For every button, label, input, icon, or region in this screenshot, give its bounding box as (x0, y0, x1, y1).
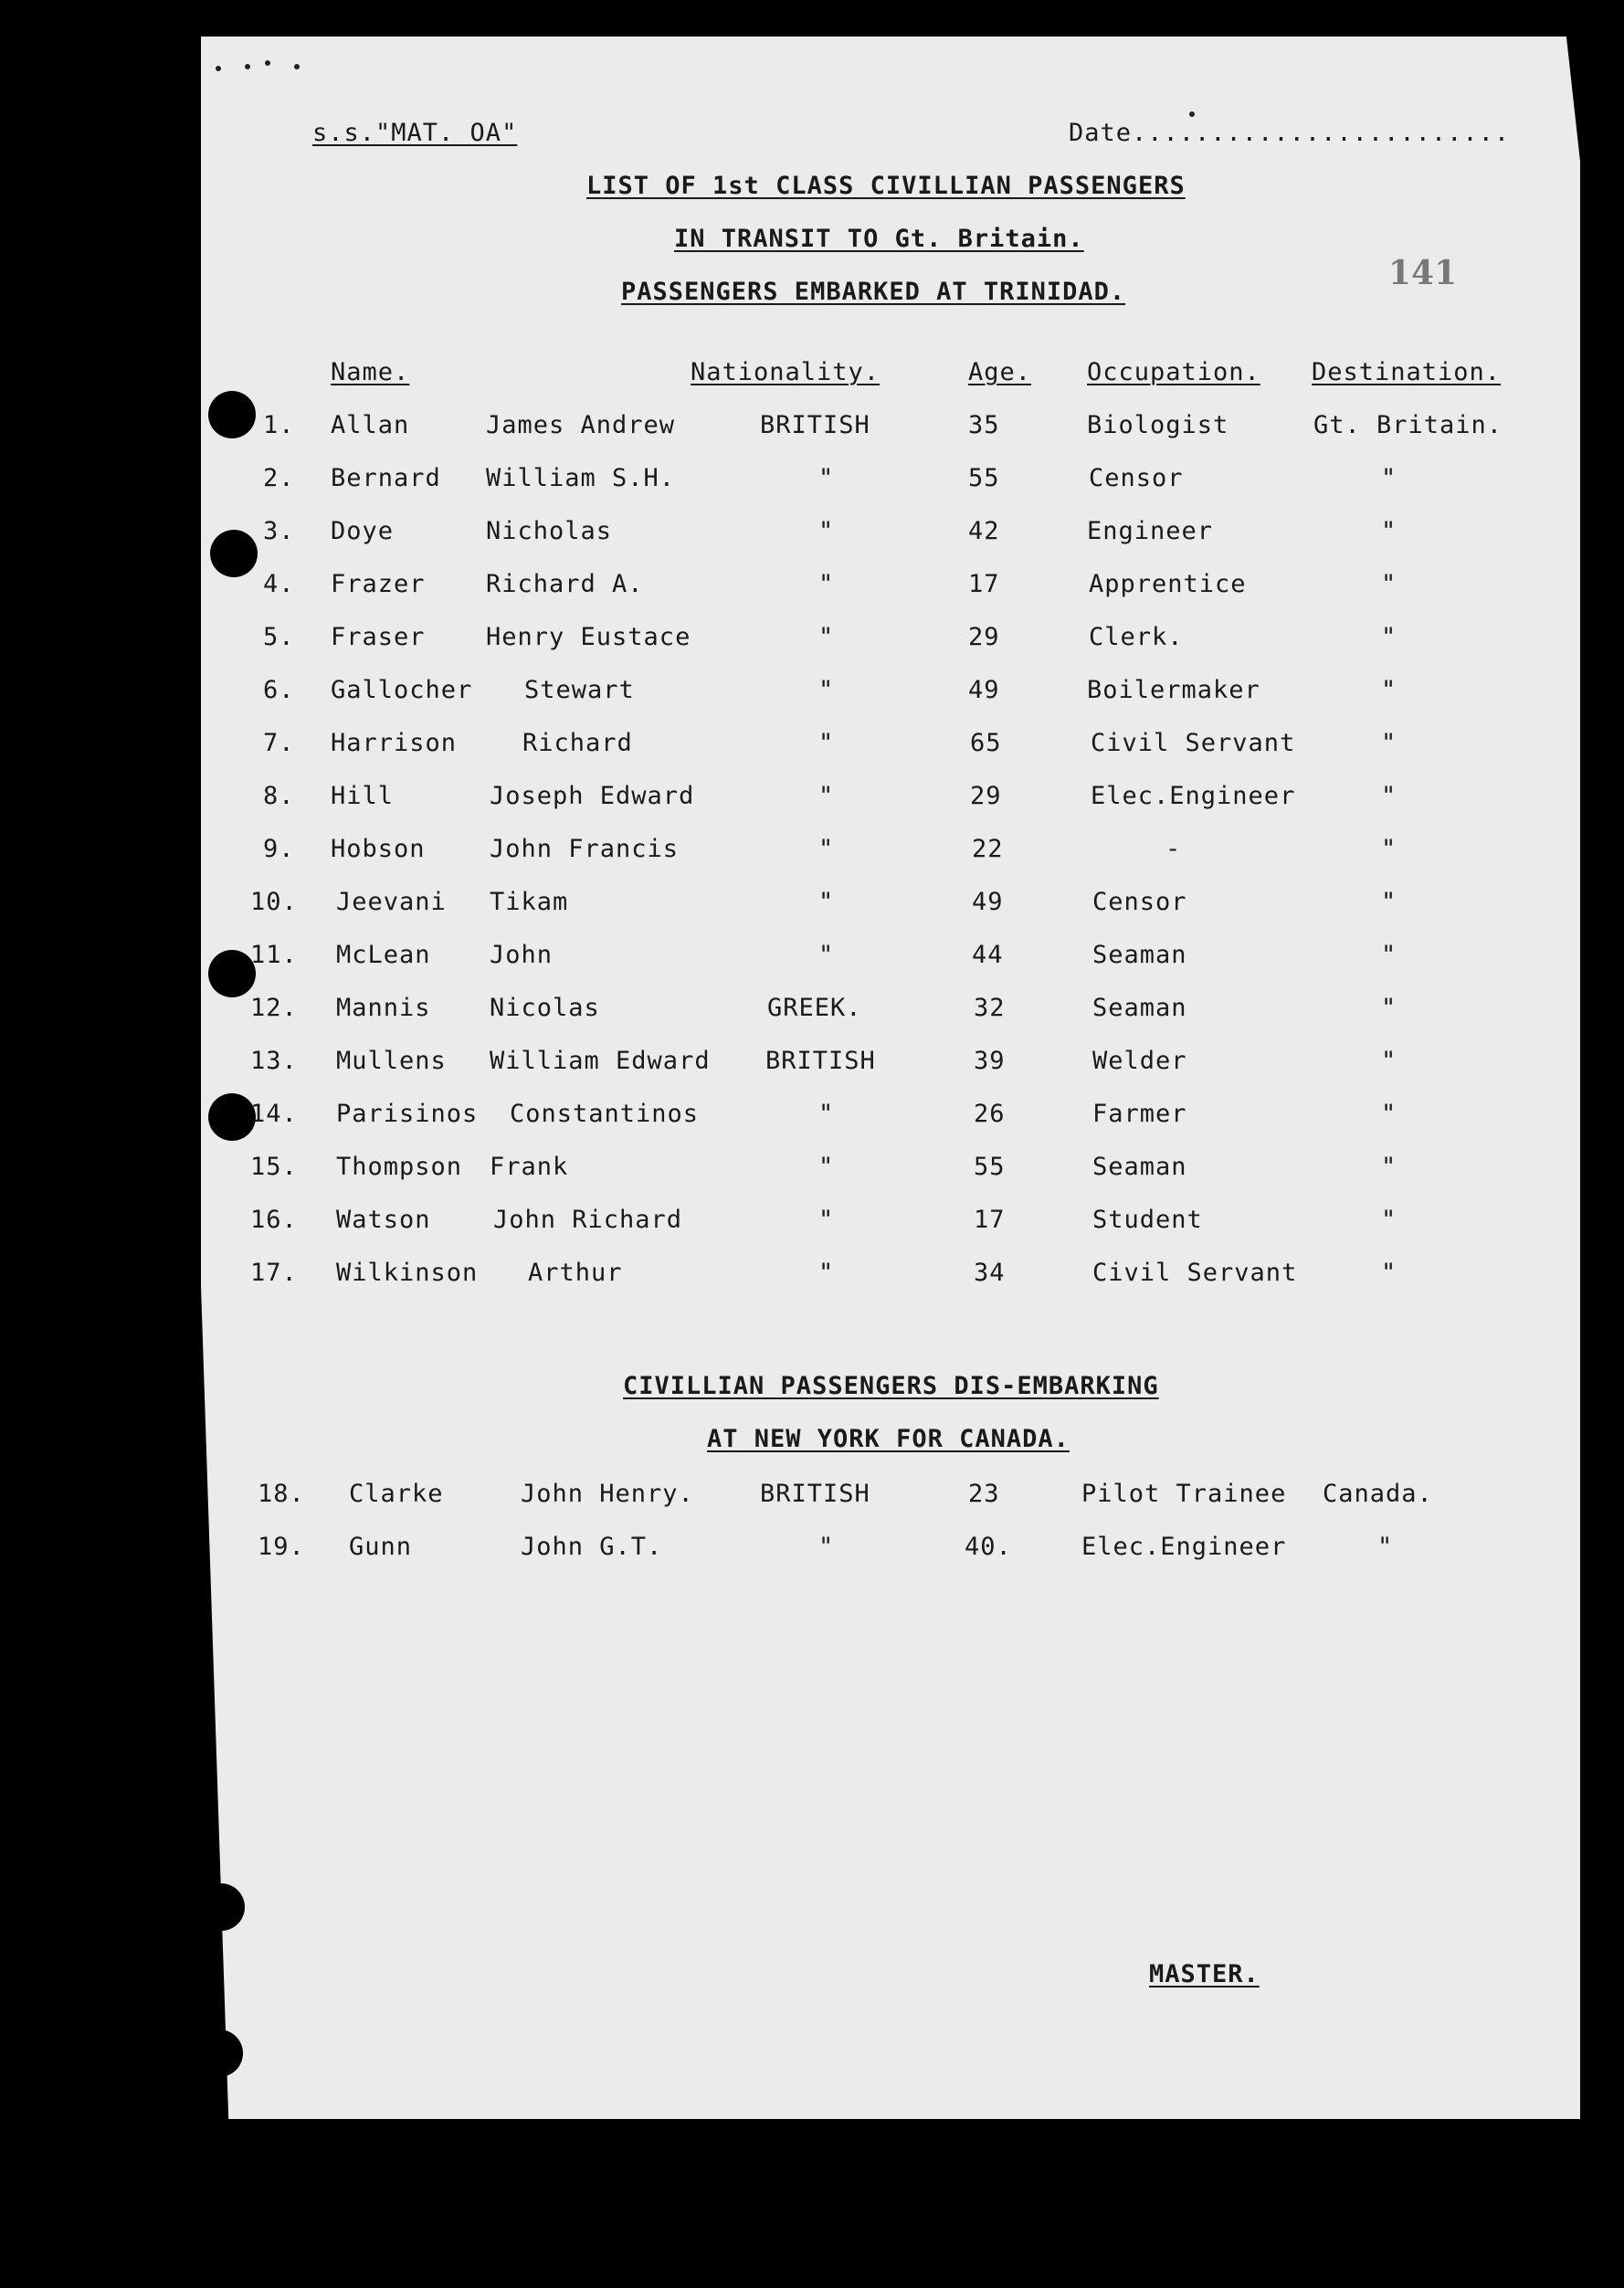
speck (1189, 111, 1195, 117)
destination: " (1381, 464, 1397, 492)
row-number: 9. (263, 835, 295, 863)
age: 49 (972, 888, 1004, 916)
given-names: Nicholas (486, 517, 613, 545)
row-number: 1. (263, 411, 295, 439)
row-number: 3. (263, 517, 295, 545)
row-number: 18. (258, 1480, 305, 1508)
destination: " (1381, 729, 1397, 757)
column-header-nationality: Nationality. (691, 358, 881, 386)
age: 29 (968, 623, 1000, 651)
age: 29 (970, 782, 1002, 810)
nationality: " (818, 729, 835, 757)
row-number: 8. (263, 782, 295, 810)
age: 23 (968, 1480, 1000, 1508)
nationality: " (818, 888, 835, 916)
row-number: 11. (250, 941, 298, 969)
occupation: Welder (1092, 1047, 1187, 1075)
nationality: GREEK. (767, 994, 862, 1022)
destination: " (1381, 517, 1397, 545)
age: 49 (968, 676, 1000, 704)
ship-name: s.s."MAT. OA" (312, 119, 518, 147)
destination: " (1381, 1153, 1397, 1181)
occupation: Farmer (1092, 1100, 1187, 1128)
surname: Fraser (331, 623, 426, 651)
nationality: " (818, 623, 835, 651)
master-signature-label: MASTER. (1149, 1960, 1260, 1988)
nationality: " (818, 1206, 835, 1234)
nationality: " (818, 676, 835, 704)
section-title-line-1: CIVILLIAN PASSENGERS DIS-EMBARKING (623, 1372, 1159, 1400)
given-names: John G.T. (521, 1533, 663, 1561)
age: 17 (974, 1206, 1006, 1234)
punch-hole (208, 1093, 256, 1141)
occupation: Censor (1092, 888, 1187, 916)
nationality: " (818, 1259, 835, 1287)
speck (265, 60, 270, 66)
given-names: Richard (522, 729, 633, 757)
given-names: Tikam (490, 888, 569, 916)
column-header-name: Name. (331, 358, 410, 386)
nationality: " (818, 570, 835, 598)
age: 40. (965, 1533, 1012, 1561)
age: 22 (972, 835, 1004, 863)
title-line-2: IN TRANSIT TO Gt. Britain. (674, 225, 1084, 253)
date-field: Date........................ (1069, 119, 1511, 147)
row-number: 19. (258, 1533, 305, 1561)
surname: Jeevani (336, 888, 447, 916)
given-names: John Richard (493, 1206, 683, 1234)
row-number: 4. (263, 570, 295, 598)
occupation: Apprentice (1089, 570, 1247, 598)
surname: Allan (331, 411, 410, 439)
surname: Gallocher (331, 676, 473, 704)
occupation: Elec.Engineer (1091, 782, 1296, 810)
punch-hole (197, 1883, 245, 1931)
given-names: William Edward (490, 1047, 711, 1075)
age: 34 (974, 1259, 1006, 1287)
destination: " (1381, 782, 1397, 810)
punch-hole (208, 950, 256, 997)
title-line-3: PASSENGERS EMBARKED AT TRINIDAD. (621, 278, 1126, 306)
age: 39 (974, 1047, 1006, 1075)
speck (294, 64, 300, 69)
given-names: James Andrew (486, 411, 676, 439)
destination: " (1381, 570, 1397, 598)
column-header-destination: Destination. (1312, 358, 1502, 386)
destination: " (1381, 1100, 1397, 1128)
age: 65 (970, 729, 1002, 757)
destination: " (1377, 1533, 1394, 1561)
occupation: Biologist (1087, 411, 1229, 439)
nationality: BRITISH (760, 1480, 870, 1508)
row-number: 6. (263, 676, 295, 704)
section-title-line-2: AT NEW YORK FOR CANADA. (707, 1425, 1070, 1453)
given-names: John Francis (490, 835, 680, 863)
nationality: " (818, 941, 835, 969)
speck (216, 66, 221, 71)
document-page (201, 37, 1580, 2119)
age: 44 (972, 941, 1004, 969)
surname: Hill (331, 782, 395, 810)
nationality: " (818, 782, 835, 810)
surname: Doye (331, 517, 395, 545)
occupation: Seaman (1092, 941, 1187, 969)
destination: Canada. (1323, 1480, 1433, 1508)
age: 42 (968, 517, 1000, 545)
row-number: 2. (263, 464, 295, 492)
nationality: " (818, 1100, 835, 1128)
occupation: Censor (1089, 464, 1184, 492)
punch-hole (195, 2030, 243, 2077)
age: 17 (968, 570, 1000, 598)
surname: Mannis (336, 994, 431, 1022)
occupation: Pilot Trainee (1081, 1480, 1287, 1508)
given-names: John Henry. (521, 1480, 694, 1508)
nationality: " (818, 517, 835, 545)
age: 26 (974, 1100, 1006, 1128)
destination: " (1381, 1047, 1397, 1075)
nationality: " (818, 835, 835, 863)
given-names: Frank (490, 1153, 569, 1181)
row-number: 17. (250, 1259, 298, 1287)
page-number-stamp: 141 (1388, 254, 1458, 292)
destination: Gt. Britain. (1313, 411, 1503, 439)
nationality: BRITISH (760, 411, 870, 439)
occupation: Civil Servant (1091, 729, 1296, 757)
destination: " (1381, 994, 1397, 1022)
title-line-1: LIST OF 1st CLASS CIVILLIAN PASSENGERS (586, 172, 1186, 200)
surname: Clarke (349, 1480, 444, 1508)
row-number: 16. (250, 1206, 298, 1234)
destination: " (1381, 1259, 1397, 1287)
row-number: 15. (250, 1153, 298, 1181)
occupation: Engineer (1087, 517, 1214, 545)
occupation: Clerk. (1089, 623, 1184, 651)
given-names: William S.H. (486, 464, 676, 492)
given-names: Joseph Edward (490, 782, 695, 810)
destination: " (1381, 888, 1397, 916)
surname: Harrison (331, 729, 458, 757)
column-header-age: Age. (968, 358, 1032, 386)
occupation: Boilermaker (1087, 676, 1260, 704)
age: 35 (968, 411, 1000, 439)
surname: Parisinos (336, 1100, 479, 1128)
given-names: John (490, 941, 554, 969)
surname: Frazer (331, 570, 426, 598)
nationality: BRITISH (765, 1047, 876, 1075)
age: 32 (974, 994, 1006, 1022)
punch-hole (210, 530, 258, 577)
occupation: Student (1092, 1206, 1203, 1234)
speck (245, 64, 250, 69)
row-number: 10. (250, 888, 298, 916)
nationality: " (818, 1533, 835, 1561)
given-names: Nicolas (490, 994, 600, 1022)
given-names: Arthur (528, 1259, 623, 1287)
nationality: " (818, 1153, 835, 1181)
occupation: Elec.Engineer (1081, 1533, 1287, 1561)
given-names: Henry Eustace (486, 623, 691, 651)
given-names: Richard A. (486, 570, 644, 598)
row-number: 14. (250, 1100, 298, 1128)
surname: McLean (336, 941, 431, 969)
punch-hole (208, 391, 256, 438)
surname: Watson (336, 1206, 431, 1234)
nationality: " (818, 464, 835, 492)
row-number: 12. (250, 994, 298, 1022)
surname: Hobson (331, 835, 426, 863)
occupation: Seaman (1092, 994, 1187, 1022)
destination: " (1381, 623, 1397, 651)
age: 55 (968, 464, 1000, 492)
destination: " (1381, 1206, 1397, 1234)
occupation: Civil Servant (1092, 1259, 1298, 1287)
occupation: Seaman (1092, 1153, 1187, 1181)
surname: Mullens (336, 1047, 447, 1075)
destination: " (1381, 941, 1397, 969)
row-number: 7. (263, 729, 295, 757)
surname: Gunn (349, 1533, 413, 1561)
surname: Thompson (336, 1153, 463, 1181)
age: 55 (974, 1153, 1006, 1181)
destination: " (1381, 676, 1397, 704)
row-number: 5. (263, 623, 295, 651)
destination: " (1381, 835, 1397, 863)
column-header-occupation: Occupation. (1087, 358, 1260, 386)
row-number: 13. (250, 1047, 298, 1075)
surname: Wilkinson (336, 1259, 479, 1287)
given-names: Constantinos (510, 1100, 700, 1128)
given-names: Stewart (524, 676, 635, 704)
occupation: - (1165, 835, 1182, 863)
surname: Bernard (331, 464, 441, 492)
